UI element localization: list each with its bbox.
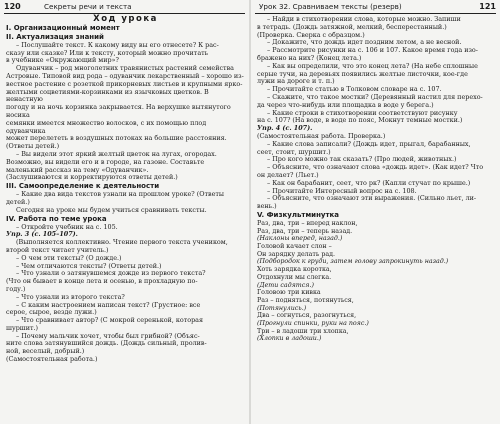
text-line: может перелететь в воздушных потоках на большие расстояния. [6,134,227,143]
page-body [6,16,245,422]
text-line: вень.) [257,202,277,211]
running-head [255,2,496,14]
poem-line: Раз, два, три – теперь назад. [257,227,353,235]
text-line: ните слова затянувшийся дождь. (Дождь сильный, пролив- [6,339,207,348]
text-line: – Вы видели этот яркий желтый цветок на лугах, огородах. [16,149,217,158]
text-line: – Про кого можно так сказать? (Про людей, животных.) [267,155,457,164]
text-line: (Самостоятельная работа.) [6,355,98,364]
text-line: (Заслушиваются и корректируются ответы детей.) [6,173,178,182]
text-line: Одуванчик – род многолетних травянистых растений семейства [16,64,234,73]
poem-line: (Потянулись.) [257,304,307,312]
poem-line: Хоть зарядка коротка, [257,266,332,274]
text-line: желтыми соцветиями-корзинками из язычковых цветков. В ненастную [6,87,209,104]
poem-line: Отдохнули мы слегка. [257,273,332,281]
text-line: вестное растение с розеткой прикорневых листьев и крупными ярко- [6,79,243,88]
text-line: – Докажите, что дождь идет поздним летом, а не весной. [267,38,462,47]
text-line: (Выполняется коллективно. Чтение первого текста учеником, [16,238,228,247]
text-line: сказу или сказке? Или к тексту, который можно прочитать [6,48,209,57]
text-line: – Чем отличаются тексты? (Ответы детей.) [16,261,162,270]
text-line: шуршит.) [6,323,39,332]
section-heading: V. Физкультминутка [257,210,340,219]
section-heading: III. Самоопределение к деятельности [6,182,160,191]
poem-line: Он зарядку делать рад. [257,250,336,258]
text-line: (Самостоятельная работа. Проверка.) [257,131,386,140]
right-page [251,0,500,424]
text-line: (Ответы детей.) [6,142,60,151]
text-line: детей.) [6,197,30,206]
text-line: да через что-нибудь или площадка в воде у берега.) [257,100,434,109]
text-line: – Найди в стихотворении слова, которые можно. Запиши [267,15,461,23]
text-line: в учебнике «Окружающий мир»? [6,56,119,65]
poem-line: Три – в ладоши три хлопка, [257,327,349,335]
text-line: – Прочитайте статью в Толковом словаре на с. 107. [267,85,442,94]
poem-line: (Прогнули спинки, руки на пояс.) [257,320,369,328]
left-page [0,0,249,424]
text-line: серые тучи, на деревьях появились желтые листочки, кое-где [257,69,468,78]
text-line: – Почему мальчик хочет, чтобы был грибной? (Объяс- [16,331,200,340]
page-number: 121 [479,2,496,11]
text-line: сеет, стоит, шуршит.) [257,147,331,156]
text-line: на с. 107? (На воде, в воде по пояс, Мокнут темные мостки.) [257,116,463,125]
text-line: – Что узнали из второго текста? [16,292,125,301]
text-line: (Проверка. Сверка с образцом.) [257,30,365,39]
page-number: 120 [4,2,21,11]
text-line: – Рассмотрите рисунки на с. 106 и 107. Какое время года изо- [267,46,478,55]
page-body [257,16,496,422]
text-line: Упр. 3 (с. 105–107). [6,230,78,239]
poem-line: (Подбородок к груди, затем голову запрокинуть назад.) [257,258,449,266]
text-line: – С каким настроением написан текст? (Грустное: все [16,300,201,309]
text-line: Упр. 4 (с. 107). [257,124,313,133]
text-line: погоду и на ночь корзинка закрывается. На верхушке вытянутого носика [6,103,231,119]
poem-line: Раз, два, три – вперед наклон, [257,219,358,227]
text-line: он делает? (Льет.) [257,170,319,179]
text-line: Сегодня на уроке мы будем учиться сравнивать тексты. [16,205,207,214]
section-heading: II. Актуализация знаний [6,32,104,41]
text-line: серое, сырое, везде лужи.) [6,308,97,317]
text-line: – Что узнали о затянувшемся дожде из первого текста? [16,269,206,278]
text-line: семянки имеется множество волосков, с их помощью плод одуванчика [6,118,207,135]
poem-line: Головой качает слон – [257,243,332,251]
text-line: бражено на них? (Конец лета.) [257,53,362,62]
text-line: (Что он бывает в конце лета и осенью, в прохладную по- [6,277,198,286]
section-heading: I. Организационный момент [6,23,120,32]
running-head [4,2,245,14]
text-line: второй текст читает учитель.) [6,245,109,254]
text-line: – Какие слова записали? (Дождь идет, прыгал, барабанных, [267,139,471,148]
text-line: – Объясните, что означают эти выражения. (Сильно льет, ли- [267,194,477,203]
text-line: – Послушайте текст. К какому виду вы его отнесете? К рас- [16,40,219,49]
text-line: ной, веселый, добрый.) [6,347,85,356]
text-line: – О чем эти тексты? (О дожде.) [16,253,122,262]
poem-line: (Наклоны вперед, назад.) [257,235,343,243]
text-line: Возможно, вы видели его и в городе, на газоне. Составьте [6,157,205,166]
text-line: – Какие два вида текстов узнали на прошлом уроке? (Ответы [16,190,224,199]
poem-line: Раз – подняться, потянуться, [257,296,354,304]
running-head-title: Урок 32. Сравниваем тексты (резерв) [259,2,402,11]
poem-line: Два – согнуться, разогнуться, [257,312,357,320]
running-head-title: Секреты речи и текста [44,2,132,11]
poem-line: Головою три кивка [257,289,321,297]
text-line: маленький рассказ на тему «Одуванчик». [6,165,149,174]
text-line: – Откройте учебник на с. 105. [16,222,118,231]
text-line: – Объясните, что означают слова «дождь идет». (Как идет? Что [267,163,484,172]
text-line: году.) [6,284,26,293]
text-line: – Как вы определили, что это конец лета? (На небе сплошные [267,61,478,70]
text-line: – Прочитайте Интересный вопрос на с. 108. [267,186,417,195]
text-line: – Скажите, что такое мостки? (Деревянный настил для перехо- [267,92,483,101]
text-line: – Что сравнивает автор? (С мокрой серенькой, которая [16,316,204,325]
poem-line: (Хлопки в ладоши.) [257,335,322,343]
text-line: – Какие строки в стихотворении соответствуют рисунку [267,108,458,117]
lesson-title: Ход урока [93,14,158,24]
text-line: лужи на дороге и т. п.) [257,77,335,86]
text-line: – Как он барабанит, сеет, что рк? (Капли стучат по крыше.) [267,178,471,187]
text-line: в тетрадь. (Дождь затяжной, мелкий, бесперестанный.) [257,22,447,31]
poem-line: (Дети садятся.) [257,281,314,289]
section-heading: IV. Работа по теме урока [6,214,107,223]
text-line: Астровые. Типовой вид рода – одуванчик лекарственный – хорошо из- [6,71,244,80]
